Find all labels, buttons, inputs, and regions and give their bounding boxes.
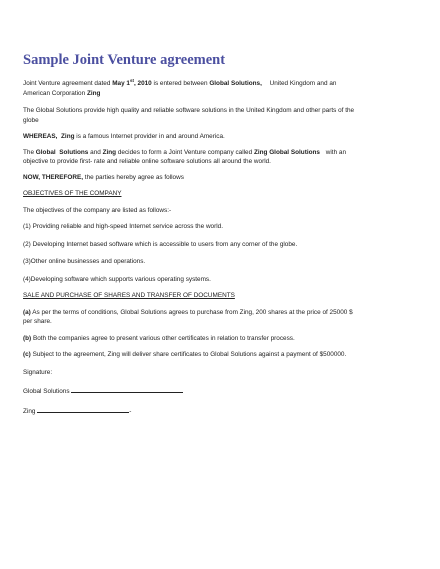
now-text: the parties hereby agree as follows bbox=[83, 173, 184, 181]
intro-paragraph bbox=[23, 76, 395, 98]
clause-b-text: Both the companies agree to present various other certificates in relation to transfer process. bbox=[31, 334, 295, 342]
objective-item-4: (4)Developing software which supports various operating systems. bbox=[23, 275, 211, 283]
now-label: NOW, THEREFORE, bbox=[23, 173, 84, 181]
formation-global: Global bbox=[35, 148, 56, 156]
clause-c-text: Subject to the agreement, Zing will deliver share certificates to Global Solutions against a payment of $500000. bbox=[30, 351, 347, 359]
formation-line-2: objective to provide first- rate and reliable online software solutions all around the world. bbox=[23, 158, 271, 166]
section-objectives-heading: OBJECTIVES OF THE COMPANY bbox=[23, 190, 122, 198]
clause-a bbox=[23, 308, 395, 327]
clause-a-label: (a) bbox=[23, 308, 31, 316]
intro-date-sup: st bbox=[129, 78, 134, 83]
intro-text-2: is entered between bbox=[151, 80, 210, 88]
intro-text-4: American Corporation bbox=[23, 89, 87, 97]
signature-zing-tail: - bbox=[129, 407, 132, 415]
clause-b bbox=[23, 334, 395, 344]
objective-item-1: (1) Providing reliable and high-speed Internet service across the world. bbox=[23, 223, 223, 231]
formation-zing: Zing bbox=[102, 148, 117, 156]
global-paragraph bbox=[23, 106, 395, 125]
intro-party1: Global Solutions, bbox=[209, 80, 262, 88]
intro-text: Joint Venture agreement dated bbox=[23, 80, 113, 88]
intro-date: May 1 bbox=[112, 80, 130, 88]
clause-a-line-1: As per the terms of conditions, Global Solutions agrees to purchase from Zing, 200 shares at the price of 25000 $ bbox=[30, 308, 353, 316]
whereas-name: Zing bbox=[61, 133, 75, 141]
clause-c bbox=[23, 350, 395, 360]
signature-zing-name: Zing bbox=[23, 407, 38, 415]
objective-item-2: (2) Developing Internet based software which is accessible to users from any corner of the globe. bbox=[23, 240, 298, 248]
formation-and: and bbox=[88, 148, 103, 156]
clause-a-line-2: per share. bbox=[23, 318, 52, 326]
document-title: Sample Joint Venture agreement bbox=[23, 52, 226, 68]
clause-b-label: (b) bbox=[23, 334, 32, 342]
formation-text-2: decides to form a Joint Venture company called bbox=[116, 148, 254, 156]
formation-company: Zing Global Solutions bbox=[253, 148, 320, 156]
objective-item-3: (3)Other online businesses and operations. bbox=[23, 258, 146, 266]
now-paragraph bbox=[23, 173, 395, 183]
signature-global-name: Global Solutions bbox=[23, 388, 72, 396]
signature-global bbox=[23, 385, 395, 397]
signature-label: Signature: bbox=[23, 368, 53, 376]
clause-c-label: (c) bbox=[23, 351, 31, 359]
signature-zing-line bbox=[37, 405, 132, 415]
formation-text: The bbox=[23, 148, 36, 156]
formation-paragraph bbox=[23, 148, 395, 167]
objectives-intro: The objectives of the company are listed as follows:- bbox=[23, 206, 172, 214]
intro-text-3: United Kingdom and an bbox=[267, 80, 337, 88]
signature-zing bbox=[23, 405, 395, 417]
global-line-1: The Global Solutions provide high quality and reliable software solutions in the United Kingdom and other parts of the bbox=[23, 107, 355, 115]
global-line-2: globe bbox=[23, 116, 39, 124]
intro-date-year: , 2010 bbox=[133, 80, 152, 88]
whereas-text: is a famous Internet provider in and around America. bbox=[74, 133, 225, 141]
signature-global-line bbox=[71, 385, 183, 393]
formation-text-3: with an bbox=[323, 148, 347, 156]
intro-party2: Zing bbox=[86, 89, 101, 97]
section-shares-heading: SALE AND PURCHASE OF SHARES AND TRANSFER OF DOCUMENTS bbox=[23, 292, 235, 300]
whereas-paragraph bbox=[23, 132, 395, 142]
whereas-label: WHEREAS, bbox=[23, 133, 58, 141]
formation-solutions: Solutions bbox=[59, 148, 89, 156]
document-body bbox=[23, 76, 395, 416]
